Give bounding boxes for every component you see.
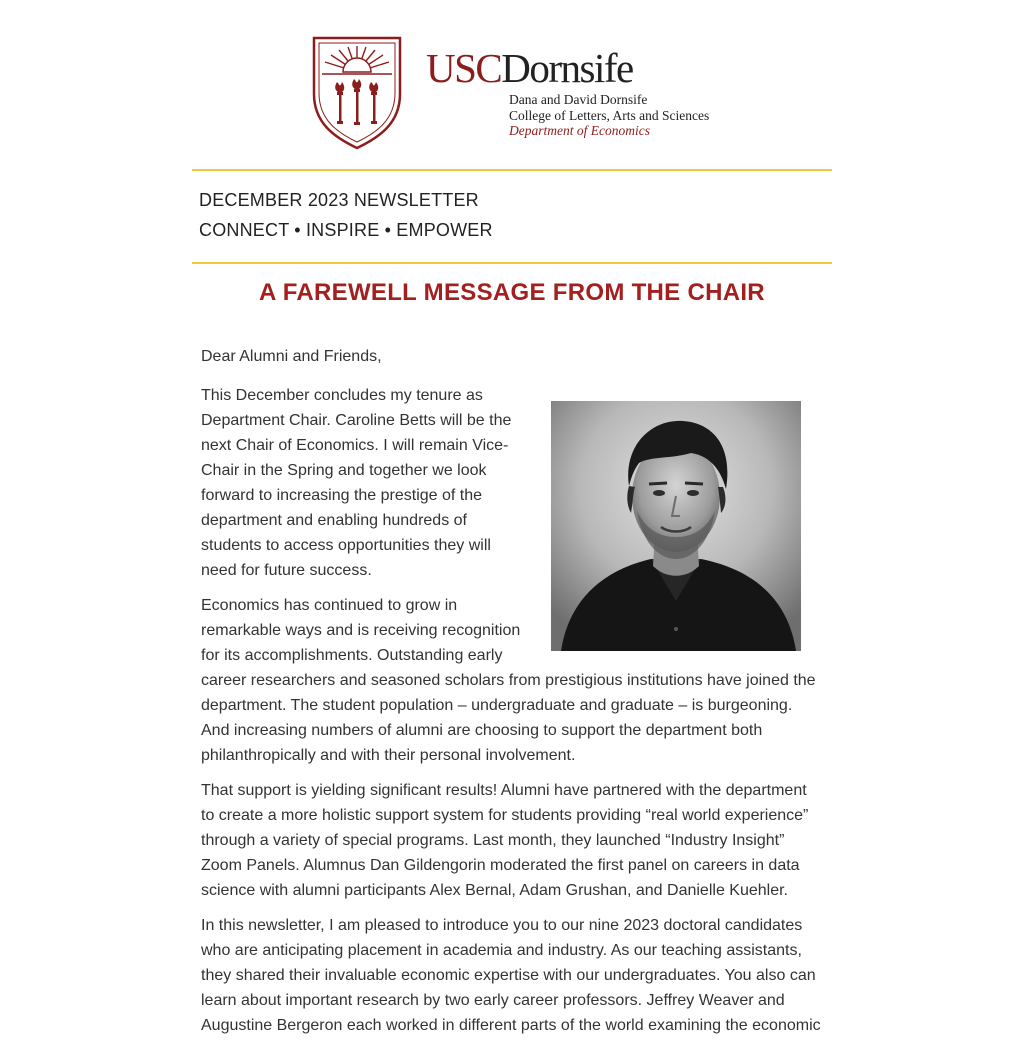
portrait-photo-icon — [551, 401, 801, 651]
wordmark-usc: USC — [426, 45, 502, 91]
paragraph: This December concludes my tenure as Department Chair. Caroline Betts will be the next Chair of Economics. I will remain Vice-Chair in the Spring and together we look forward to increasing the prestige of the department and enabling hundreds of students to access opportunities they will need for future success. — [201, 387, 512, 579]
paragraph: In this newsletter, I am pleased to introduce you to our nine 2023 doctoral candidates who are anticipating placement in academia and industry. As our teaching assistants, they shared their invaluable economic expertise with our undergraduates. You also can learn about important research by two early career professors. Jeffrey Weaver and Augustine Bergeron each worked in different parts of the world examining the economic — [201, 917, 821, 1034]
usc-seal-icon — [310, 32, 404, 150]
gold-divider-top — [192, 169, 832, 171]
salutation: Dear Alumni and Friends, — [201, 348, 382, 365]
wordmark-dornsife: Dornsife — [501, 45, 633, 91]
gold-divider-bottom — [192, 262, 832, 264]
college-line-1: Dana and David Dornsife — [509, 92, 648, 107]
college-line-2: College of Letters, Arts and Sciences — [509, 107, 710, 123]
article-body — [201, 344, 823, 1048]
wordmark — [426, 45, 633, 91]
newsletter-issue: DECEMBER 2023 NEWSLETTER — [199, 190, 479, 210]
department-name: Department of Economics — [509, 123, 650, 138]
paragraph: That support is yielding significant results! Alumni have partnered with the department to create a more holistic support system for students providing “real world experience” through a variety of special programs. Last month, they launched “Industry Insight” Zoom Panels. Alumnus Dan Gildengorin moderated the first panel on careers in data science with alumni participants Alex Bernal, Adam Grushan, and Danielle Kuehler. — [201, 782, 809, 899]
paragraph: Economics has continued to grow in remarkable ways and is receiving recognition for its accomplishments. Outstanding early career researchers and seasoned scholars from prestigious institutions have joined the department. The student population – undergraduate and graduate – is burgeoning. And increasing numbers of alumni are choosing to support the department both philanthropically and with their personal involvement. — [201, 597, 816, 764]
chair-portrait-photo — [551, 401, 801, 651]
college-name — [509, 92, 709, 139]
usc-dornsife-logo[interactable] — [310, 32, 730, 152]
newsletter-tagline: CONNECT • INSPIRE • EMPOWER — [199, 220, 493, 240]
article-headline: A FAREWELL MESSAGE FROM THE CHAIR — [259, 279, 765, 306]
